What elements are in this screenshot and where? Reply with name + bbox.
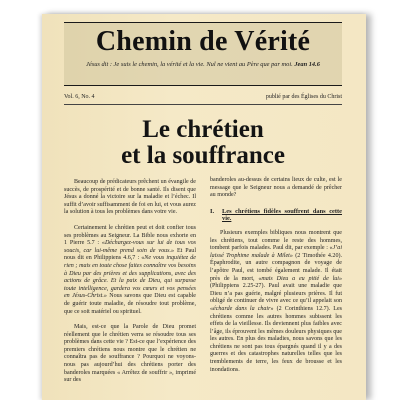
paragraph-examples xyxy=(210,230,342,374)
text-run: » (2 Corinthiens 12.7). Les chrétiens comme les autres hommes subissent les effets de la vieillesse. Ils deviennent plus faibles avec l’âge, ils éprouvent les mêmes douleurs physiques que les autres. En plus des maladies, nous savons que les chrétiens ne sont pas tous épargnés quand il y a des guerres et des catastrophes naturelles telles que les tremblements de terre, les feux de brousse et les inondations. xyxy=(210,305,342,373)
newsletter-title: Chemin de Vérité xyxy=(95,26,311,57)
issue-info-bar xyxy=(64,92,342,105)
publisher-line: publié par des Églises du Christ xyxy=(265,94,342,100)
quote-pitie: mais Dieu a eu pitié de lui xyxy=(261,275,339,282)
text-run: » Nous savons que Dieu est capable de guérir toute maladie, de résoudre tout problème, que ce soit matériel ou spirituel. xyxy=(64,293,196,315)
article-headline xyxy=(64,117,342,169)
paragraph-intro: Beaucoup de prédicateurs prêchent un évangile de succès, de prospérité et de bonne santé. Ils disent que Jésus a donné la victoire sur la maladie et l’échec. Il suffit d’avoir suffisamment de foi en lui, et vous aurez la solution à tous les problèmes dans votre vie. xyxy=(64,179,196,216)
text-run: Plusieurs exemples bibliques nous montrent que les chrétiens, tout comme le reste des hommes, tombent parfois malades. Paul dit, par exemple : « xyxy=(210,229,342,252)
text-run: » (Philippiens 2.25-27). Paul avait une maladie que Dieu n’a pas guérie, malgré plusieurs prières. Il fut obligé de continuer de vivre avec ce qu’il appelait son « xyxy=(210,275,342,312)
section-heading xyxy=(210,208,342,223)
text-run: Certainement le chrétien peut et doit confier tous ses problèmes au Seigneur. La Bible nous exhorte en 1 Pierre 5.7 : « xyxy=(64,224,196,247)
paragraph-scripture xyxy=(64,225,196,316)
article-column-right xyxy=(210,177,342,382)
issue-number: Vol. 6, No. 4 xyxy=(64,94,95,100)
text-run: » (2 Timothée 4.20). Épaphrodite, un autre compagnon de voyage de l’apôtre Paul, est tombé également malade. Il était près de la mort, « xyxy=(210,252,342,282)
text-run: » Et Paul nous dit en Philippiens 4.6,7 : « xyxy=(64,247,196,262)
masthead xyxy=(64,22,342,86)
quote-echarde: écharde dans la chair xyxy=(213,305,271,312)
article-column-left xyxy=(64,179,196,393)
paragraph-question: Mais, est-ce que la Parole de Dieu promet réellement que le chrétien verra se résoudre tous ses problèmes dans cette vie ? Est-ce que l’expérience des premiers chrétiens nous montre que le chrétien ne connaîtra pas de souffrance ? Pourquoi ne voyons-nous pas aujourd’hui des chrétiens porter des banderoles marquées « Arrêtez de souffrir », imprimé sur des xyxy=(64,324,196,384)
paragraph-continued: banderoles au-dessus de certains lieux de culte, est le message que le Seigneur nous a demandé de prêcher au monde? xyxy=(210,177,342,199)
headline-line-2: et la souffrance xyxy=(121,142,285,169)
headline-line-1: Le chrétien xyxy=(142,116,264,143)
section-number: I. xyxy=(210,207,215,215)
tagline-reference: Jean 14.6 xyxy=(294,61,320,68)
newsletter-page xyxy=(42,14,366,400)
masthead-tagline xyxy=(64,61,342,69)
tagline-quote: Jésus dit : Je suis le chemin, la vérité et la vie. Nul ne vient au Père que par moi. xyxy=(86,61,293,68)
section-title: Les chrétiens fidèles souffrent dans cette vie. xyxy=(222,207,342,223)
quote-philippiens: Ne vous inquiétez de rien ; mais en toute chose faites connaître vos besoins à Dieu par des prières et des supplications, avec des actions de grâce. Et la paix de Dieu, qui surpasse toute intelligence, gardera vos cœurs et vos pensées en Jésus-Christ. xyxy=(64,255,196,300)
quote-trophime: J’ai laissé Trophime malade à Milet xyxy=(210,245,342,259)
quote-1-pierre: Déchargez-vous sur lui de tous vos soucis, car lui-même prend soin de vous. xyxy=(64,240,196,254)
